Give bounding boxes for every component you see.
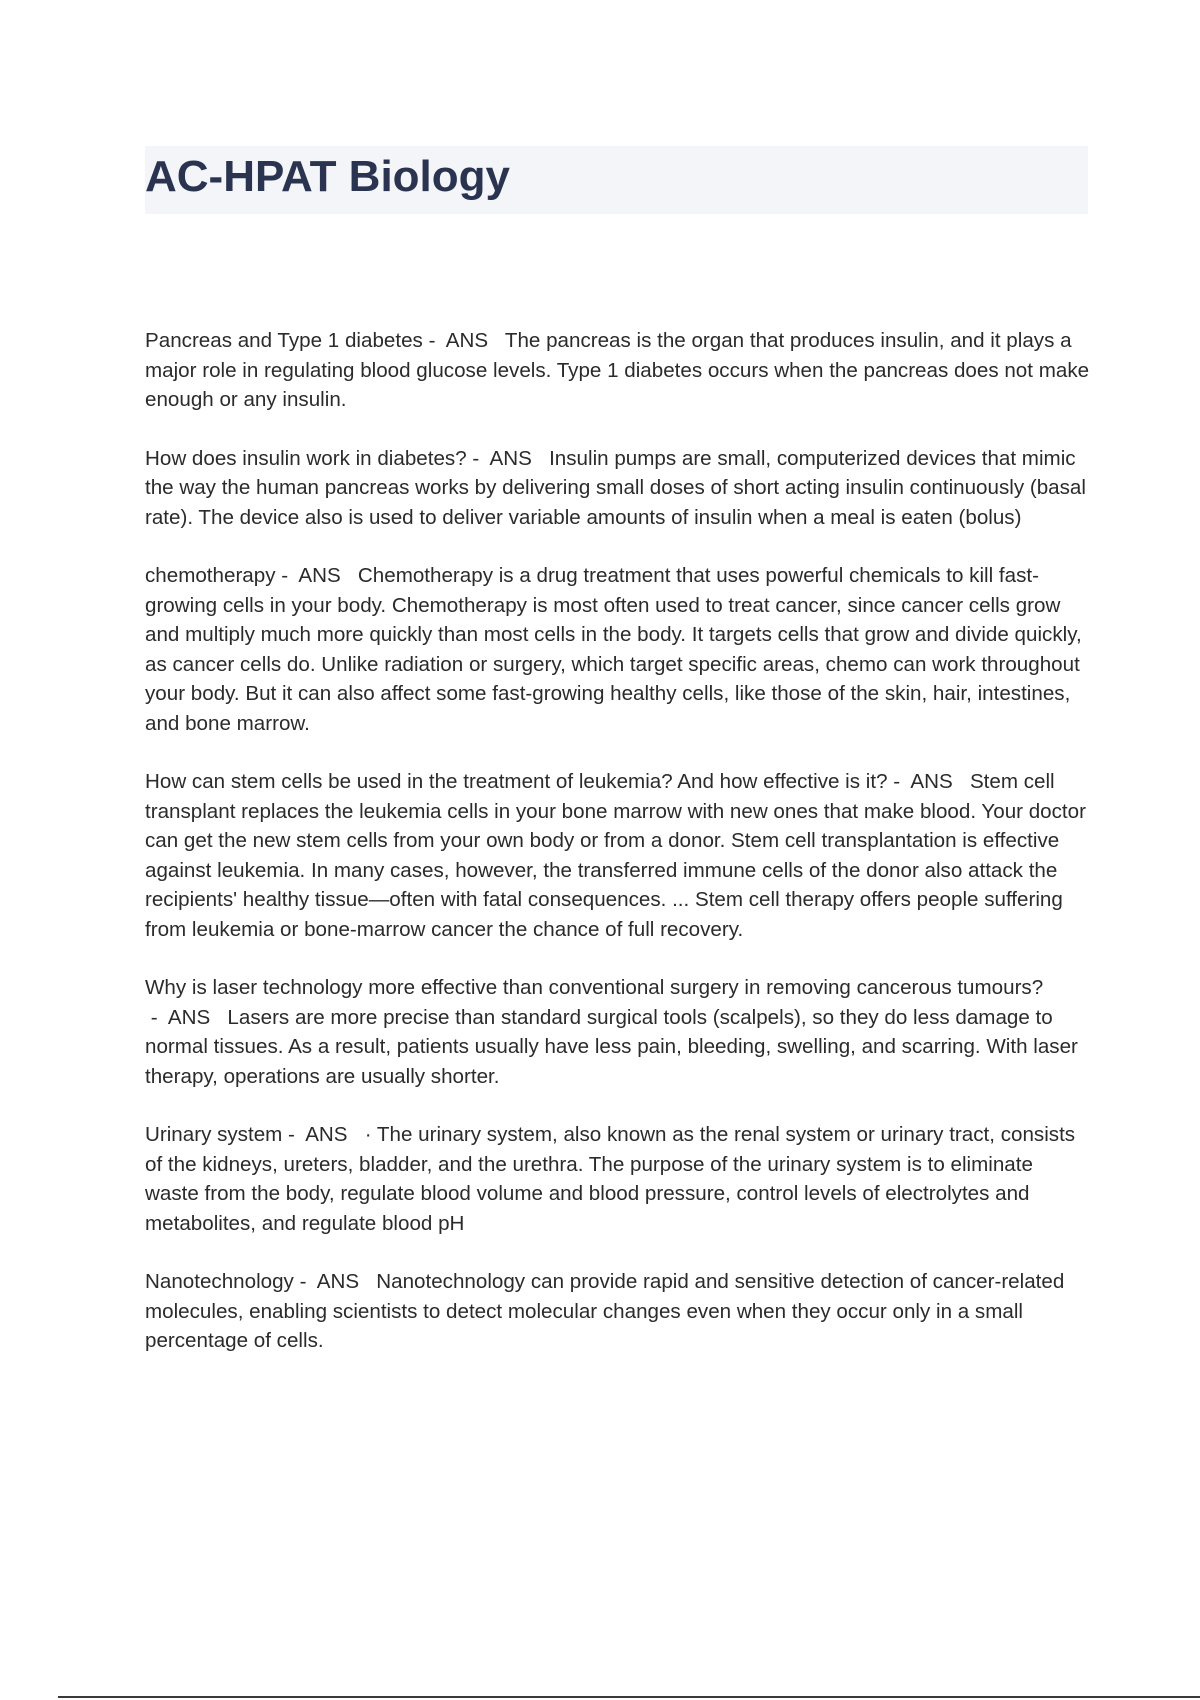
qa-entry (145, 1267, 1090, 1356)
qa-entry (145, 561, 1090, 738)
entry-answer: The pancreas is the organ that produces insulin, and it plays a major role in regulating blood glucose levels. Type 1 diabetes occurs when the pancreas does not make enough or any insulin. (145, 329, 1090, 411)
entry-question: How does insulin work in diabetes? (145, 446, 467, 470)
entry-answer: · The urinary system, also known as the renal system or urinary tract, consists of the kidneys, ureters, bladder, and the urethra. The purpose of the urinary system is to eliminate waste from the body, regulate blood volume and blood pressure, control levels of electrolytes and metabolites, and regulate blood pH (145, 1123, 1076, 1235)
footer-divider (58, 1696, 1200, 1698)
entry-separator: - ANS (145, 1005, 228, 1029)
entry-answer: Lasers are more precise than standard surgical tools (scalpels), so they do less damage to normal tissues. As a result, patients usually have less pain, bleeding, swelling, and scarring. With laser therapy, operations are usually shorter. (145, 1005, 1078, 1088)
page-title: AC-HPAT Biology (145, 152, 510, 201)
entry-question: Why is laser technology more effective than conventional surgery in removing cancerous tumours? (145, 976, 1044, 999)
entry-separator: - ANS (282, 1123, 365, 1146)
qa-entry (145, 444, 1090, 533)
qa-entry (145, 326, 1090, 415)
entry-separator: - ANS (887, 770, 970, 793)
entry-separator: - ANS (422, 329, 505, 352)
document-body (145, 326, 1090, 1385)
qa-entry (145, 1120, 1090, 1238)
entry-question: Nanotechnology (145, 1270, 294, 1293)
entry-answer: Insulin pumps are small, computerized devices that mimic the way the human pancreas works by delivering small doses of short acting insulin continuously (basal rate). The device also is used to deliver variable amounts of insulin when a meal is eaten (bolus) (145, 446, 1086, 529)
qa-entry (145, 767, 1090, 944)
entry-separator: - ANS (466, 446, 550, 470)
entry-separator: - ANS (293, 1270, 377, 1293)
entry-question: Urinary system (145, 1123, 283, 1146)
entry-answer: Chemotherapy is a drug treatment that uses powerful chemicals to kill fast-growing cells in your body. Chemotherapy is most often used to treat cancer, since cancer cells grow and multiply much more quickly than most cells in the body. It targets cells that grow and divide quickly, as cancer cells do. Unlike radiation or surgery, which target specific areas, chemo can work throughout your body. But it can also affect some fast-growing healthy cells, like those of the skin, hair, intestines, and bone marrow. (145, 564, 1082, 735)
qa-entry (145, 973, 1090, 1091)
entry-question: chemotherapy (145, 564, 276, 587)
entry-answer: Nanotechnology can provide rapid and sensitive detection of cancer-related molecules, enabling scientists to detect molecular changes even when they occur only in a small percentage of cells. (145, 1270, 1065, 1352)
entry-answer: Stem cell transplant replaces the leukemia cells in your bone marrow with new ones that make blood. Your doctor can get the new stem cells from your own body or from a donor. Stem cell transplantation is effective against leukemia. In many cases, however, the transferred immune cells of the donor also attack the recipients' healthy tissue—often with fatal consequences. ... Stem cell therapy offers people suffering from leukemia or bone-marrow cancer the chance of full recovery. (145, 770, 1086, 941)
entry-question: How can stem cells be used in the treatment of leukemia? And how effective is it? (145, 770, 888, 793)
entry-separator: - ANS (275, 564, 358, 587)
entry-question: Pancreas and Type 1 diabetes (145, 329, 423, 352)
title-banner (145, 146, 1088, 214)
